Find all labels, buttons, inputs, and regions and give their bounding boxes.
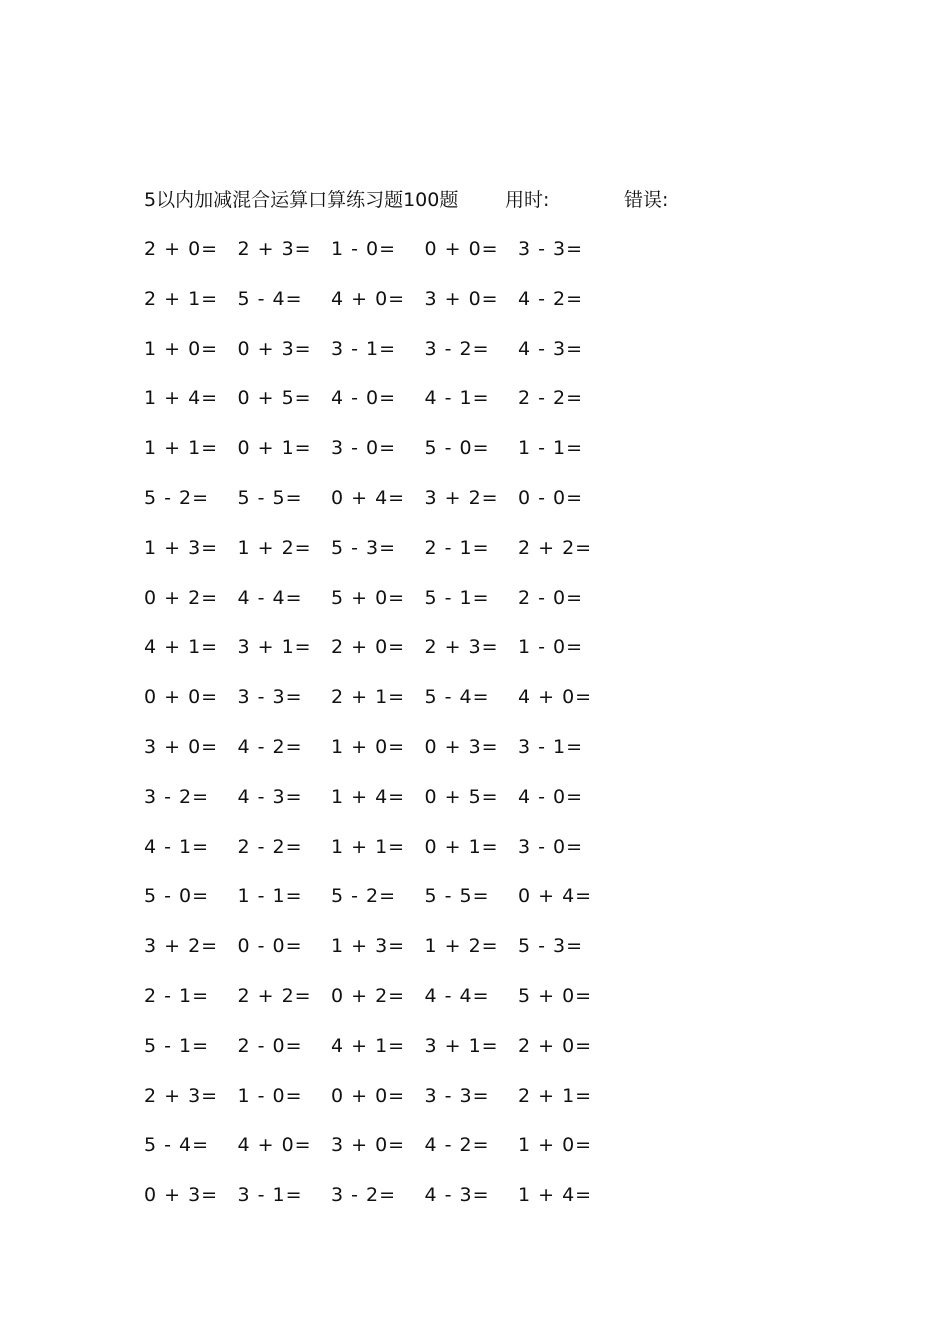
arithmetic-problem: 1 + 2= bbox=[424, 935, 499, 958]
arithmetic-problem: 3 - 1= bbox=[518, 735, 584, 758]
arithmetic-problem: 3 + 0= bbox=[424, 287, 499, 310]
arithmetic-problem: 0 + 3= bbox=[144, 1184, 219, 1207]
arithmetic-problem: 0 + 0= bbox=[424, 238, 499, 260]
arithmetic-problem: 0 + 5= bbox=[237, 387, 312, 410]
arithmetic-problem: 0 + 5= bbox=[424, 785, 499, 808]
arithmetic-problem: 3 - 0= bbox=[518, 835, 584, 858]
arithmetic-problem: 1 + 2= bbox=[237, 536, 312, 559]
arithmetic-problem: 1 - 0= bbox=[331, 238, 397, 260]
arithmetic-problem: 5 - 5= bbox=[424, 885, 490, 908]
arithmetic-problem: 5 - 0= bbox=[144, 885, 210, 908]
arithmetic-problem: 0 + 2= bbox=[331, 984, 406, 1007]
arithmetic-problem: 5 - 3= bbox=[331, 536, 397, 559]
arithmetic-problem: 4 + 0= bbox=[331, 287, 406, 310]
arithmetic-problem: 2 + 0= bbox=[331, 636, 406, 659]
arithmetic-problem: 5 - 2= bbox=[144, 486, 210, 509]
arithmetic-problem: 2 + 0= bbox=[144, 238, 219, 260]
arithmetic-problem: 5 - 4= bbox=[424, 686, 490, 709]
arithmetic-problem: 2 - 0= bbox=[237, 1034, 303, 1057]
worksheet-title: 5以内加减混合运算口算练习题100题 bbox=[144, 189, 459, 211]
arithmetic-problem: 2 - 1= bbox=[144, 984, 210, 1007]
arithmetic-problem: 1 - 0= bbox=[518, 636, 584, 659]
arithmetic-problem: 1 + 3= bbox=[331, 935, 406, 958]
arithmetic-problem: 3 + 2= bbox=[424, 486, 499, 509]
arithmetic-problem: 4 - 3= bbox=[424, 1184, 490, 1207]
arithmetic-problem: 3 + 1= bbox=[237, 636, 312, 659]
arithmetic-problem: 3 - 3= bbox=[424, 1084, 490, 1107]
arithmetic-problem: 2 + 1= bbox=[144, 287, 219, 310]
problem-grid bbox=[144, 235, 612, 1231]
arithmetic-problem: 2 - 2= bbox=[237, 835, 303, 858]
arithmetic-problem: 4 - 0= bbox=[518, 785, 584, 808]
arithmetic-problem: 0 + 4= bbox=[331, 486, 406, 509]
arithmetic-problem: 2 - 0= bbox=[518, 586, 584, 609]
arithmetic-problem: 3 - 3= bbox=[237, 686, 303, 709]
arithmetic-problem: 0 + 0= bbox=[331, 1084, 406, 1107]
arithmetic-problem: 2 - 2= bbox=[518, 387, 584, 410]
arithmetic-problem: 0 + 1= bbox=[237, 437, 312, 460]
arithmetic-problem: 4 + 0= bbox=[237, 1134, 312, 1157]
arithmetic-problem: 3 - 3= bbox=[518, 238, 584, 260]
arithmetic-problem: 4 - 0= bbox=[331, 387, 397, 410]
arithmetic-problem: 1 + 4= bbox=[144, 387, 219, 410]
arithmetic-problem: 4 - 1= bbox=[424, 387, 490, 410]
arithmetic-problem: 4 + 1= bbox=[331, 1034, 406, 1057]
arithmetic-problem: 2 + 3= bbox=[144, 1084, 219, 1107]
arithmetic-problem: 4 - 4= bbox=[237, 586, 303, 609]
arithmetic-problem: 1 + 0= bbox=[518, 1134, 593, 1157]
arithmetic-problem: 0 + 3= bbox=[237, 337, 312, 360]
arithmetic-problem: 3 - 1= bbox=[237, 1184, 303, 1207]
arithmetic-problem: 4 - 4= bbox=[424, 984, 490, 1007]
arithmetic-problem: 2 + 1= bbox=[331, 686, 406, 709]
arithmetic-problem: 0 + 3= bbox=[424, 735, 499, 758]
arithmetic-problem: 3 - 2= bbox=[331, 1184, 397, 1207]
arithmetic-problem: 3 + 0= bbox=[331, 1134, 406, 1157]
arithmetic-problem: 5 - 2= bbox=[331, 885, 397, 908]
arithmetic-problem: 4 - 2= bbox=[237, 735, 303, 758]
arithmetic-problem: 2 + 2= bbox=[237, 984, 312, 1007]
arithmetic-problem: 4 - 3= bbox=[518, 337, 584, 360]
arithmetic-problem: 3 - 2= bbox=[144, 785, 210, 808]
arithmetic-problem: 5 + 0= bbox=[518, 984, 593, 1007]
arithmetic-problem: 0 + 2= bbox=[144, 586, 219, 609]
arithmetic-problem: 2 + 3= bbox=[424, 636, 499, 659]
arithmetic-problem: 0 + 4= bbox=[518, 885, 593, 908]
arithmetic-problem: 5 - 1= bbox=[424, 586, 490, 609]
arithmetic-problem: 3 + 2= bbox=[144, 935, 219, 958]
arithmetic-problem: 1 - 1= bbox=[518, 437, 584, 460]
arithmetic-problem: 3 - 1= bbox=[331, 337, 397, 360]
arithmetic-problem: 5 - 3= bbox=[518, 935, 584, 958]
time-used-label: 用时: bbox=[505, 189, 550, 211]
arithmetic-problem: 0 - 0= bbox=[518, 486, 584, 509]
arithmetic-problem: 0 - 0= bbox=[237, 935, 303, 958]
arithmetic-problem: 5 - 4= bbox=[144, 1134, 210, 1157]
arithmetic-problem: 1 + 1= bbox=[144, 437, 219, 460]
arithmetic-problem: 3 - 0= bbox=[331, 437, 397, 460]
arithmetic-problem: 2 + 3= bbox=[237, 238, 312, 260]
error-count-label: 错误: bbox=[624, 189, 669, 211]
arithmetic-problem: 4 + 1= bbox=[144, 636, 219, 659]
arithmetic-problem: 1 + 4= bbox=[518, 1184, 593, 1207]
arithmetic-problem: 1 - 1= bbox=[237, 885, 303, 908]
arithmetic-problem: 4 + 0= bbox=[518, 686, 593, 709]
arithmetic-problem: 2 + 0= bbox=[518, 1034, 593, 1057]
arithmetic-problem: 4 - 3= bbox=[237, 785, 303, 808]
arithmetic-problem: 1 + 3= bbox=[144, 536, 219, 559]
arithmetic-problem: 3 + 0= bbox=[144, 735, 219, 758]
arithmetic-problem: 3 + 1= bbox=[424, 1034, 499, 1057]
arithmetic-problem: 1 + 0= bbox=[331, 735, 406, 758]
arithmetic-problem: 5 - 4= bbox=[237, 287, 303, 310]
arithmetic-problem: 1 + 0= bbox=[144, 337, 219, 360]
arithmetic-problem: 0 + 0= bbox=[144, 686, 219, 709]
arithmetic-problem: 4 - 2= bbox=[518, 287, 584, 310]
arithmetic-problem: 4 - 2= bbox=[424, 1134, 490, 1157]
arithmetic-problem: 2 - 1= bbox=[424, 536, 490, 559]
arithmetic-problem: 2 + 1= bbox=[518, 1084, 593, 1107]
arithmetic-problem: 1 + 1= bbox=[331, 835, 406, 858]
arithmetic-problem: 2 + 2= bbox=[518, 536, 593, 559]
arithmetic-problem: 5 - 5= bbox=[237, 486, 303, 509]
arithmetic-problem: 0 + 1= bbox=[424, 835, 499, 858]
arithmetic-problem: 5 + 0= bbox=[331, 586, 406, 609]
arithmetic-problem: 5 - 0= bbox=[424, 437, 490, 460]
arithmetic-problem: 3 - 2= bbox=[424, 337, 490, 360]
arithmetic-problem: 4 - 1= bbox=[144, 835, 210, 858]
arithmetic-problem: 5 - 1= bbox=[144, 1034, 210, 1057]
arithmetic-problem: 1 - 0= bbox=[237, 1084, 303, 1107]
arithmetic-problem: 1 + 4= bbox=[331, 785, 406, 808]
